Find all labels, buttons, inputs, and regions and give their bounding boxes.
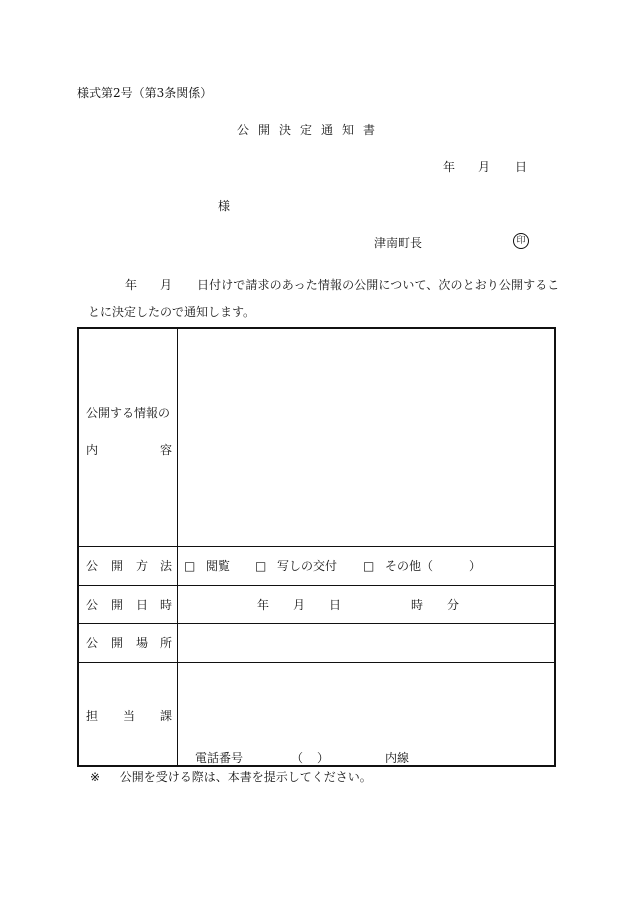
- date-year-label: 年: [443, 160, 456, 174]
- place-label-4: 所: [160, 636, 173, 650]
- seal-mark: 印: [513, 233, 529, 249]
- datetime-label-1: 公: [86, 598, 99, 612]
- row-divider-method: [79, 585, 554, 586]
- checkbox-view[interactable]: □: [184, 559, 196, 573]
- info-content-label-line-2b: 容: [160, 443, 173, 457]
- datetime-label-2: 開: [111, 598, 124, 612]
- datetime-day: 日: [329, 598, 342, 612]
- checkbox-copy[interactable]: □: [255, 559, 267, 573]
- date-day-label: 日: [515, 160, 528, 174]
- place-label-2: 開: [111, 636, 124, 650]
- section-label-3: 課: [160, 709, 173, 723]
- option-copy-label: 写しの交付: [277, 559, 338, 573]
- option-other-close-paren: ）: [469, 559, 482, 573]
- phone-label: 電話番号: [195, 751, 244, 765]
- note-text: 公開を受ける際は、本書を提示してください。: [119, 770, 372, 784]
- footer-note: [90, 770, 372, 784]
- place-field[interactable]: [178, 625, 554, 661]
- option-other-label: その他（: [385, 559, 434, 573]
- method-label-1: 公: [86, 559, 99, 573]
- addressee-suffix: 様: [218, 199, 231, 213]
- row-divider-info: [79, 546, 554, 547]
- note-mark: ※: [90, 770, 101, 784]
- row-divider-datetime: [79, 623, 554, 624]
- datetime-month: 月: [293, 598, 306, 612]
- phone-paren-open: （: [291, 751, 304, 765]
- place-label-1: 公: [86, 636, 99, 650]
- body-text-line-2: とに決定したので通知します。: [88, 305, 256, 319]
- issuer-name: 津南町長: [374, 236, 423, 250]
- datetime-label-3: 日: [136, 598, 149, 612]
- document-title: 公開決定通知書: [237, 123, 385, 137]
- form-table: [77, 327, 556, 767]
- section-label-1: 担: [86, 709, 99, 723]
- section-label-2: 当: [123, 709, 136, 723]
- datetime-hour: 時: [411, 598, 424, 612]
- datetime-label-4: 時: [160, 598, 173, 612]
- place-label-3: 場: [136, 636, 149, 650]
- method-label-4: 法: [160, 559, 173, 573]
- datetime-year: 年: [257, 598, 270, 612]
- body-text-line-1: 日付けで請求のあった情報の公開について、次のとおり公開するこ: [197, 278, 560, 292]
- row-divider-place: [79, 662, 554, 663]
- info-content-label-line-1: 公開する情報の: [86, 406, 171, 420]
- phone-paren-close: ）: [317, 751, 330, 765]
- info-content-label-line-2a: 内: [86, 443, 99, 457]
- section-field[interactable]: [178, 664, 554, 744]
- body-year-label: 年: [125, 278, 138, 292]
- info-content-field[interactable]: [178, 331, 554, 544]
- method-label-3: 方: [136, 559, 149, 573]
- option-view-label: 閲覧: [206, 559, 231, 573]
- date-month-label: 月: [478, 160, 491, 174]
- datetime-minute: 分: [447, 598, 460, 612]
- method-label-2: 開: [111, 559, 124, 573]
- body-month-label: 月: [160, 278, 173, 292]
- extension-label: 内線: [385, 751, 410, 765]
- checkbox-other[interactable]: □: [363, 559, 375, 573]
- form-number-label: 様式第2号（第3条関係）: [77, 86, 213, 100]
